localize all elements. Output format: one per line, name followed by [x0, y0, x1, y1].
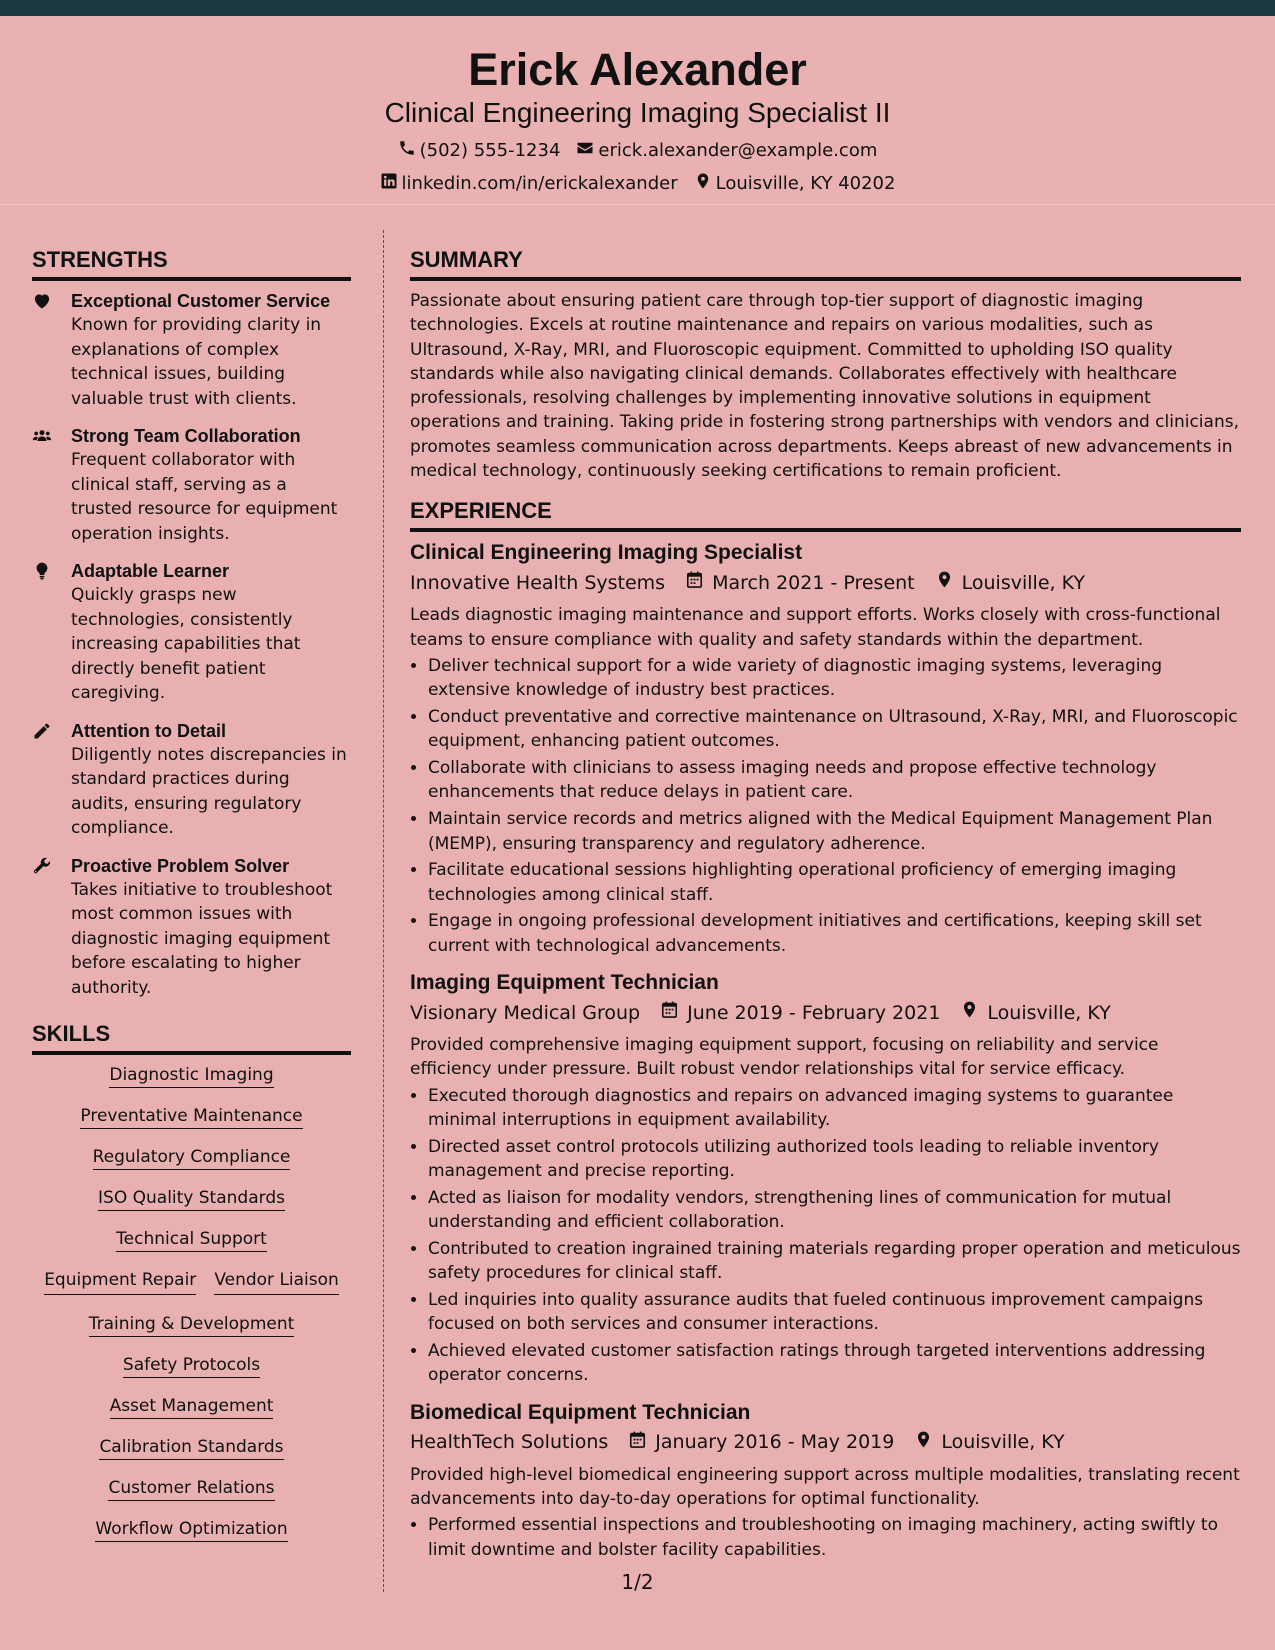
- strength-item: [32, 289, 351, 411]
- strength-title: Strong Team Collaboration: [71, 426, 301, 446]
- resume-header: [0, 16, 1275, 205]
- company-name: Visionary Medical Group: [410, 1001, 641, 1024]
- linkedin-text: linkedin.com/in/erickalexander: [401, 173, 678, 194]
- strength-item: [32, 559, 351, 706]
- top-accent-bar: [0, 0, 1275, 16]
- strength-desc: Frequent collaborator with clinical staff, serving as a trusted resource for equipment operation insights.: [71, 450, 338, 544]
- wrench-icon: [32, 856, 54, 878]
- skill-tag: Equipment Repair: [44, 1268, 196, 1295]
- list-item: • Directed asset control protocols utilizing authorized tools leading to reliable inventory management and precise reporting.: [428, 1135, 1241, 1184]
- skill-tag: Vendor Liaison: [214, 1268, 339, 1295]
- skill-tag: Workflow Optimization: [95, 1519, 287, 1542]
- skill-tag: ISO Quality Standards: [98, 1188, 285, 1211]
- strength-desc: Known for providing clarity in explanations of complex technical issues, building valuable trust with clients.: [71, 315, 322, 409]
- skill-tag: Asset Management: [110, 1396, 274, 1419]
- location-contact: [694, 172, 896, 196]
- list-item: • Collaborate with clinicians to assess imaging needs and propose effective technology enhancements that reduce delays in patient care.: [428, 756, 1241, 805]
- candidate-name: Erick Alexander: [468, 44, 807, 95]
- company-name: Innovative Health Systems: [410, 571, 666, 594]
- skills-heading: SKILLS: [32, 1020, 351, 1055]
- job-title: Clinical Engineering Imaging Specialist: [410, 541, 803, 565]
- phone-contact: [398, 139, 561, 163]
- job-bullets: [410, 1513, 1241, 1562]
- list-item: • Executed thorough diagnostics and repairs on advanced imaging systems to guarantee minimal interruptions in equipment availability.: [428, 1084, 1241, 1133]
- job-entry: [410, 540, 1241, 958]
- job-dates: March 2021 - Present: [712, 571, 915, 594]
- job-description: Leads diagnostic imaging maintenance and support efforts. Works closely with cross-functional teams to ensure compliance with quality and safety standards within the department.: [410, 605, 1221, 650]
- contact-line-1: [0, 139, 1275, 163]
- job-title: Biomedical Equipment Technician: [410, 1400, 751, 1424]
- linkedin-contact[interactable]: [380, 172, 678, 196]
- job-entry: [410, 1400, 1241, 1562]
- column-divider: [383, 230, 384, 1592]
- phone-icon: [398, 139, 416, 163]
- skill-tag: Diagnostic Imaging: [109, 1065, 273, 1088]
- list-item: • Maintain service records and metrics aligned with the Medical Equipment Management Plan (MEMP), ensuring transparency and regulatory adherence.: [428, 807, 1241, 856]
- strength-desc: Takes initiative to troubleshoot most common issues with diagnostic imaging equipment before escalating to higher authority.: [71, 879, 333, 998]
- list-item: • Facilitate educational sessions highlighting operational proficiency of emerging imaging technologies among clinical staff.: [428, 858, 1241, 907]
- map-pin-icon: [935, 570, 954, 595]
- job-location: Louisville, KY: [941, 1431, 1065, 1454]
- strength-title: Proactive Problem Solver: [71, 855, 290, 876]
- summary-text: Passionate about ensuring patient care through top-tier support of diagnostic imaging technologies. Excels at routine maintenance and repairs on various modalities, such as Ultrasound, X-Ray, MRI, and Fluoroscopic equipment. Committed to upholding ISO quality standards while also navigating clinical demands. Collaborates effectively with healthcare professionals, resolving challenges by implementing innovative solutions in equipment operations and training. Taking pride in fostering strong partnerships with vendors and clinicians, promotes seamless communication across departments. Keeps abreast of new advancements in medical technology, continuously seeking certifications to remain proficient.: [410, 291, 1239, 482]
- strength-title: Exceptional Customer Service: [71, 291, 331, 311]
- job-meta: [410, 570, 1241, 595]
- job-location: Louisville, KY: [987, 1001, 1111, 1024]
- job-description: Provided high-level biomedical engineering support across multiple modalities, translating recent advancements into day-to-day operations for optimal functionality.: [410, 1464, 1240, 1509]
- linkedin-icon: [380, 172, 398, 196]
- envelope-icon: [576, 139, 594, 163]
- summary-heading: SUMMARY: [410, 246, 1241, 281]
- map-pin-icon: [914, 1430, 933, 1455]
- job-title: Imaging Equipment Technician: [410, 971, 719, 995]
- job-dates: June 2019 - February 2021: [687, 1001, 941, 1024]
- map-pin-icon: [960, 1000, 979, 1025]
- contact-line-2: [0, 172, 1275, 196]
- skill-tag: Safety Protocols: [123, 1355, 260, 1378]
- skill-tag: Technical Support: [116, 1229, 267, 1252]
- experience-heading: EXPERIENCE: [410, 497, 1241, 532]
- skill-tag: Calibration Standards: [99, 1437, 283, 1460]
- list-item: • Acted as liaison for modality vendors, strengthening lines of communication for mutual understanding and efficient collaboration.: [428, 1186, 1241, 1235]
- map-pin-icon: [694, 172, 712, 196]
- list-item: • Deliver technical support for a wide variety of diagnostic imaging systems, leveraging extensive knowledge of industry best practices.: [428, 654, 1241, 703]
- job-meta: [410, 1430, 1241, 1455]
- pencil-icon: [32, 721, 54, 743]
- left-column: [32, 246, 351, 1558]
- calendar-icon: [628, 1430, 647, 1455]
- job-location: Louisville, KY: [961, 571, 1085, 594]
- skill-tag: Preventative Maintenance: [80, 1106, 302, 1129]
- job-dates: January 2016 - May 2019: [655, 1431, 895, 1454]
- candidate-title: Clinical Engineering Imaging Specialist II: [384, 97, 891, 128]
- job-description: Provided comprehensive imaging equipment support, focusing on reliability and service efficiency under pressure. Built robust vendor relationships vital for service efficacy.: [410, 1035, 1159, 1080]
- strength-item: [32, 424, 351, 546]
- users-icon: [32, 426, 54, 448]
- email-contact[interactable]: [576, 139, 877, 163]
- strength-item: [32, 854, 351, 1001]
- job-bullets: [410, 1084, 1241, 1388]
- strength-title: Adaptable Learner: [71, 561, 230, 581]
- strengths-heading: STRENGTHS: [32, 246, 351, 281]
- skills-list: [32, 1063, 351, 1558]
- skill-tag: Regulatory Compliance: [93, 1147, 291, 1170]
- page-number: 1/2: [621, 1570, 654, 1594]
- lightbulb-icon: [32, 561, 54, 583]
- job-entry: [410, 970, 1241, 1388]
- list-item: • Engage in ongoing professional development initiatives and certifications, keeping skill set current with technological advancements.: [428, 909, 1241, 958]
- strength-desc: Quickly grasps new technologies, consistently increasing capabilities that directly benefit patient caregiving.: [71, 585, 301, 703]
- list-item: • Contributed to creation ingrained training materials regarding proper operation and meticulous safety procedures for clinical staff.: [428, 1237, 1241, 1286]
- strength-item: [32, 719, 351, 841]
- list-item: • Led inquiries into quality assurance audits that fueled continuous improvement campaigns focused on both services and consumer interactions.: [428, 1288, 1241, 1337]
- heart-icon: [32, 291, 54, 313]
- list-item: • Conduct preventative and corrective maintenance on Ultrasound, X-Ray, MRI, and Fluoroscopic equipment, enhancing patient outcomes.: [428, 705, 1241, 754]
- list-item: • Performed essential inspections and troubleshooting on imaging machinery, acting swiftly to limit downtime and bolster facility capabilities.: [428, 1513, 1241, 1562]
- job-bullets: [410, 654, 1241, 958]
- strength-title: Attention to Detail: [71, 720, 226, 741]
- strength-desc: Diligently notes discrepancies in standard practices during audits, ensuring regulatory compliance.: [71, 744, 347, 838]
- list-item: • Achieved elevated customer satisfaction ratings through targeted interventions addressing operator concerns.: [428, 1339, 1241, 1388]
- location-text: Louisville, KY 40202: [715, 173, 896, 194]
- skill-tag: Customer Relations: [108, 1478, 274, 1501]
- right-column: [410, 246, 1241, 1574]
- calendar-icon: [660, 1000, 679, 1025]
- phone-text: (502) 555-1234: [419, 140, 561, 161]
- calendar-icon: [685, 570, 704, 595]
- company-name: HealthTech Solutions: [410, 1431, 609, 1454]
- skill-tag: Training & Development: [89, 1314, 295, 1337]
- job-meta: [410, 1000, 1241, 1025]
- email-text: erick.alexander@example.com: [598, 140, 878, 161]
